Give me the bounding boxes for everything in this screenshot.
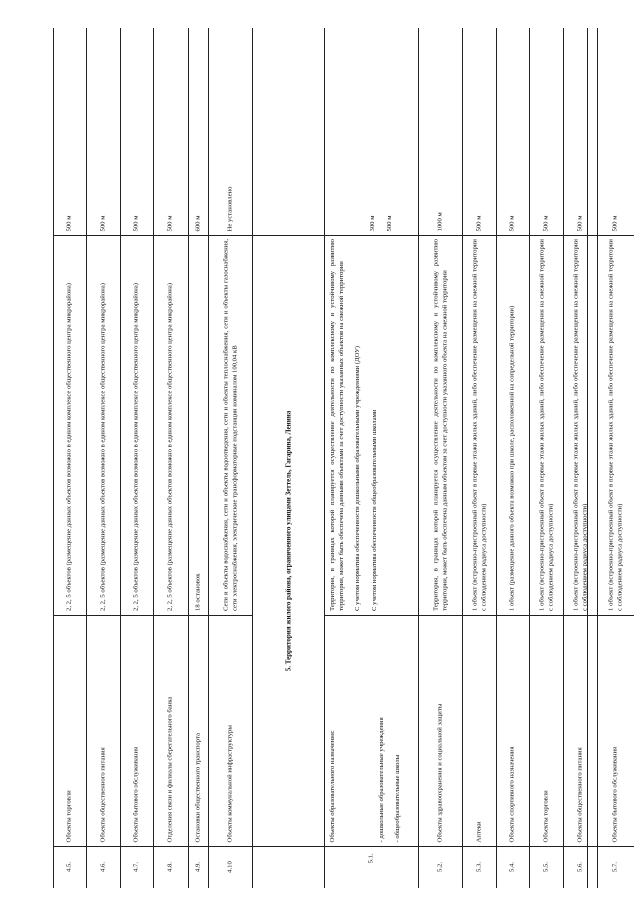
row-number-cell bbox=[598, 846, 634, 888]
description-cell bbox=[497, 235, 529, 615]
row-number: 4.5. bbox=[65, 861, 73, 873]
object-name: Объекты здравоохранения и социальной защиты bbox=[436, 703, 444, 842]
description: 2, 2, 5 объектов (размещение данных объектов возможно в едином комплексе общественного центра микрорайона) bbox=[132, 283, 140, 611]
distance-cell bbox=[497, 28, 529, 235]
row-number: 5.4. bbox=[508, 861, 516, 873]
description: 1 объект (размещение данного объекта возможно при школе, расположенной на сопредельной территории) bbox=[508, 305, 516, 611]
object-name: Объекты спортивного назначения bbox=[508, 745, 516, 842]
row-number-cell bbox=[325, 846, 418, 888]
object-name: Аптеки bbox=[475, 820, 483, 842]
distance-cell bbox=[419, 28, 462, 235]
distance: 500 м bbox=[611, 215, 619, 231]
table-row bbox=[463, 28, 497, 888]
object-name-line: - общеобразовательные школы bbox=[393, 754, 401, 842]
object-name: Объекты общественного питания bbox=[576, 746, 584, 842]
distance: 500 м bbox=[65, 215, 73, 231]
object-name: Объекты общественного питания bbox=[99, 746, 107, 842]
description-cell bbox=[325, 235, 418, 615]
row-number-cell bbox=[463, 846, 496, 888]
table-row bbox=[154, 28, 189, 888]
object-name: Объекты бытового обслуживания bbox=[611, 746, 619, 842]
row-number-cell bbox=[209, 846, 252, 888]
distance-cell bbox=[189, 28, 208, 235]
description-cell bbox=[209, 235, 252, 615]
distance: 500 м bbox=[508, 215, 516, 231]
row-number-cell bbox=[54, 846, 86, 888]
distance: 1000 м bbox=[436, 211, 444, 231]
section-header-row bbox=[253, 28, 325, 888]
object-name-cell bbox=[497, 615, 529, 846]
description: 18 остановок bbox=[194, 573, 202, 611]
distance-cell bbox=[87, 28, 120, 235]
description-line: С учетом норматива обеспеченности общеобразовательными школами bbox=[370, 409, 378, 611]
row-number-cell bbox=[154, 846, 188, 888]
description: 1 объект (встроенно-пристроенный объект в первые этажи жилых зданий, либо обеспечение размещения на смежной территории с соблюдением радиуса доступности) bbox=[537, 239, 554, 611]
description: 2, 2, 5 объектов (размещение данных объектов возможно в едином комплексе общественного центра микрорайона) bbox=[99, 283, 107, 611]
distance-cell bbox=[54, 28, 86, 235]
object-name-cell bbox=[463, 615, 496, 846]
distance: Не установлено bbox=[226, 186, 234, 231]
description: 2, 2, 5 объектов (размещение данных объектов возможно в едином комплексе общественного центра микрорайона) bbox=[166, 283, 174, 611]
section-title: 5. Территория жилого района, ограниченного улицами Зеттель, Гагарина, Ленина bbox=[284, 410, 293, 671]
table-row bbox=[598, 28, 634, 888]
description-line: Территория, в границах которой планируется осуществление деятельности по комплексному и устойчивому развитию территории, может быть обеспечена данными объектами за счет доступности указанных объектов на смежной территории bbox=[328, 239, 345, 611]
table-row bbox=[325, 28, 419, 888]
row-number-cell bbox=[564, 846, 597, 888]
object-name: Остановки общественного транспорта bbox=[194, 732, 202, 842]
description: Территория, в границах которой планируется осуществление деятельности по комплексному и устойчивому развитию территории, может быть обеспечена данным объектом за счет доступности указанного объекта на смежной территории bbox=[431, 239, 448, 611]
object-name: Отделения связи и филиалы сберегательного банка bbox=[166, 696, 174, 842]
object-name-line: - дошкольные образовательные учреждения bbox=[377, 716, 385, 842]
distance-cell bbox=[463, 28, 496, 235]
distance: 500 м bbox=[132, 215, 140, 231]
row-number: 4.7. bbox=[132, 861, 140, 873]
distance-cell bbox=[598, 28, 634, 235]
description-cell bbox=[154, 235, 188, 615]
table-row bbox=[209, 28, 253, 888]
distance-line: 300 м bbox=[368, 215, 376, 231]
description-cell bbox=[598, 235, 634, 615]
object-name-cell bbox=[87, 615, 120, 846]
object-name-cell bbox=[598, 615, 634, 846]
row-number: 5.5. bbox=[542, 861, 550, 873]
row-number: 4.10 bbox=[226, 861, 234, 873]
object-name-cell bbox=[419, 615, 462, 846]
row-number: 5.6. bbox=[576, 861, 584, 873]
description-cell bbox=[530, 235, 563, 615]
distance-cell bbox=[325, 28, 418, 235]
table-row bbox=[189, 28, 209, 888]
table-row bbox=[121, 28, 154, 888]
object-name-cell bbox=[121, 615, 153, 846]
table-row bbox=[87, 28, 121, 888]
distance: 500 м bbox=[99, 215, 107, 231]
distance-cell bbox=[209, 28, 252, 235]
description: Сети и объекты водоснабжения, сети и объекты водоотведения, сети и объекты теплоснабжения, сети и объекты газоснабжения, сети электроснабжения, электрические трансформаторные подстанции номиналом 100,04 кВ bbox=[221, 239, 238, 611]
distance: 500 м bbox=[166, 215, 174, 231]
object-name: Объекты коммунальной инфраструктуры bbox=[226, 724, 234, 842]
row-number-cell bbox=[497, 846, 529, 888]
object-name: Объекты торговли bbox=[65, 789, 73, 842]
distance: 600 м bbox=[194, 215, 202, 231]
row-number: 5.7. bbox=[611, 861, 619, 873]
description-cell bbox=[564, 235, 597, 615]
description: 1 объект (встроенно-пристроенный объект в первые этажи жилых зданий, либо обеспечение размещения на смежной территории с соблюдением радиуса доступности) bbox=[470, 239, 487, 611]
row-number: 5.1. bbox=[367, 853, 375, 864]
object-name-cell bbox=[54, 615, 86, 846]
row-number-cell bbox=[530, 846, 563, 888]
distance-cell bbox=[154, 28, 188, 235]
object-name-cell bbox=[564, 615, 597, 846]
object-name-cell bbox=[154, 615, 188, 846]
description-cell bbox=[463, 235, 496, 615]
table-row bbox=[497, 28, 530, 888]
object-name-cell bbox=[530, 615, 563, 846]
distance-cell bbox=[530, 28, 563, 235]
section-title-cell bbox=[253, 235, 324, 846]
object-name-line: Объекты образовательного назначения: bbox=[328, 729, 336, 842]
distance-line: 500 м bbox=[385, 215, 393, 231]
distance: 500 м bbox=[475, 215, 483, 231]
table-row bbox=[564, 28, 598, 888]
section-number-cell bbox=[253, 846, 324, 888]
object-name-cell bbox=[209, 615, 252, 846]
row-number-cell bbox=[87, 846, 120, 888]
table-row bbox=[54, 28, 87, 888]
object-name: Объекты бытового обслуживания bbox=[132, 746, 140, 842]
distance: 500 м bbox=[576, 215, 584, 231]
object-name: Объекты торговли bbox=[542, 789, 550, 842]
description: 2, 2, 5 объектов (размещение данных объектов возможно в едином комплексе общественного центра микрорайона) bbox=[65, 283, 73, 611]
description-cell bbox=[419, 235, 462, 615]
table-row bbox=[530, 28, 564, 888]
section-distance-cell bbox=[253, 28, 324, 235]
distance-cell bbox=[564, 28, 597, 235]
distance: 500 м bbox=[542, 215, 550, 231]
description: 1 объект (встроенно-пристроенный объект в первые этажи жилых зданий, либо обеспечение размещения на смежной территории с соблюдением радиуса доступности) bbox=[571, 239, 588, 611]
object-name-cell bbox=[189, 615, 208, 846]
distance-cell bbox=[121, 28, 153, 235]
row-number-cell bbox=[121, 846, 153, 888]
row-number: 5.3. bbox=[475, 861, 483, 873]
description: 1 объект (встроенно-пристроенный объект в первые этажи жилых зданий, либо обеспечение размещения на смежной территории с соблюдением радиуса доступности) bbox=[607, 239, 623, 611]
description-cell bbox=[121, 235, 153, 615]
row-number: 4.8. bbox=[166, 861, 174, 873]
rotated-table bbox=[53, 28, 623, 888]
row-number-cell bbox=[189, 846, 208, 888]
description-cell bbox=[87, 235, 120, 615]
description-line: С учетом норматива обеспеченности дошкольными образовательными учреждениями (ДОУ) bbox=[353, 345, 361, 611]
description-cell bbox=[189, 235, 208, 615]
row-number: 4.6. bbox=[99, 861, 107, 873]
row-number: 5.2. bbox=[436, 861, 444, 873]
description-cell bbox=[54, 235, 86, 615]
object-name-cell bbox=[325, 615, 418, 846]
table-row bbox=[419, 28, 463, 888]
row-number: 4.9. bbox=[194, 861, 202, 873]
row-number-cell bbox=[419, 846, 462, 888]
